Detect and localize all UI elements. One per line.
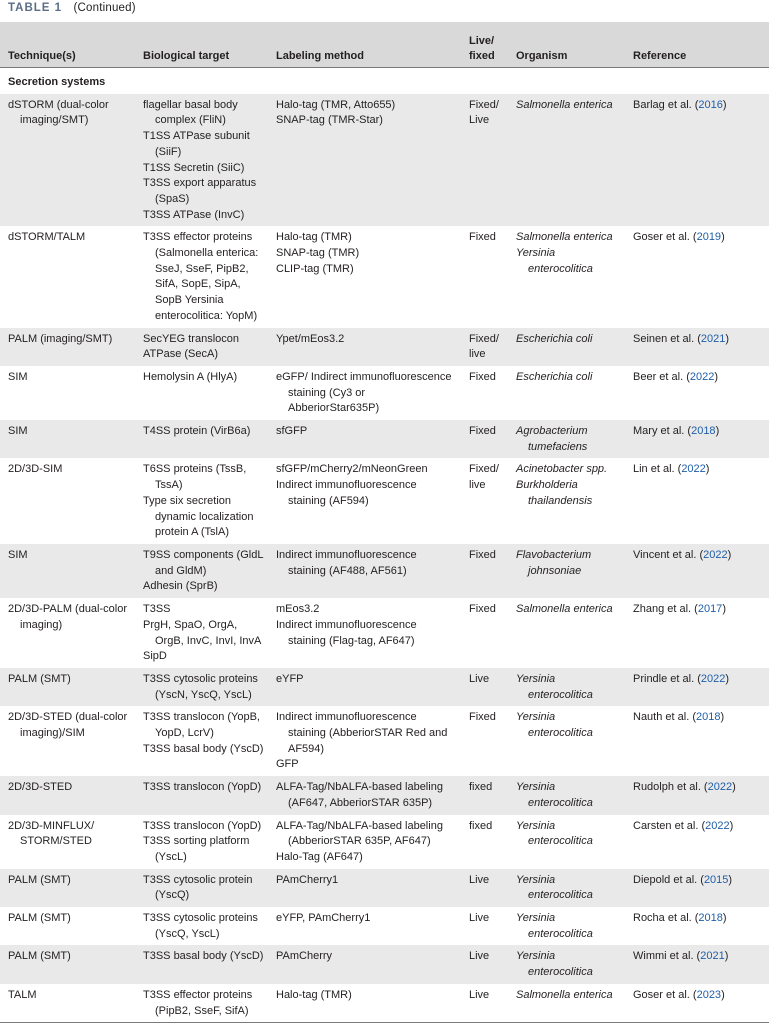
labeling-line: ALFA-Tag/NbALFA-based labeling (AbberiorSTAR 635P, AF647) [276, 819, 443, 848]
cell-target [135, 984, 268, 1022]
cell-technique [0, 984, 135, 1022]
techniques-table [0, 22, 769, 1022]
table-row [0, 458, 769, 544]
live-line: Live [469, 988, 490, 1001]
cell-live [461, 706, 508, 776]
cell-organism [508, 706, 625, 776]
reference-author: Carsten et al. ( [633, 819, 706, 832]
cell-reference [625, 869, 769, 907]
reference-close: ) [725, 672, 730, 685]
labeling-line: Halo-tag (TMR, Atto655) [276, 98, 396, 111]
organism-line: Escherichia coli [516, 332, 593, 345]
technique-line: 2D/3D-MINFLUX/ STORM/STED [8, 819, 95, 848]
reference-year-link[interactable]: 2022 [681, 463, 706, 476]
cell-labeling [268, 458, 461, 544]
reference-close: ) [714, 370, 719, 383]
cell-reference [625, 328, 769, 366]
reference-author: Lin et al. ( [633, 463, 682, 476]
labeling-line: Indirect immunofluorescence staining (AbberiorSTAR Red and AF594) [276, 711, 448, 755]
reference-year-link[interactable]: 2022 [700, 672, 726, 685]
cell-technique [0, 598, 135, 668]
cell-technique [0, 776, 135, 814]
organism-line: Yersinia enterocolitica [516, 247, 593, 275]
header-biological-target: Biological target [135, 22, 268, 68]
cell-target [135, 815, 268, 869]
table-row [0, 945, 769, 983]
reference-year-link[interactable]: 2021 [700, 950, 725, 963]
cell-organism [508, 226, 625, 327]
cell-live [461, 420, 508, 458]
cell-target [135, 328, 268, 366]
organism-line: Flavobacterium johnsoniae [516, 548, 592, 577]
technique-line: PALM (SMT) [8, 672, 71, 685]
cell-organism [508, 945, 625, 983]
technique-line: PALM (SMT) [8, 873, 71, 886]
reference-author: Rocha et al. ( [633, 912, 699, 925]
cell-labeling [268, 226, 461, 327]
table-row [0, 226, 769, 327]
cell-technique [0, 366, 135, 420]
reference-year-link[interactable]: 2021 [700, 332, 726, 345]
technique-line: PALM (SMT) [8, 950, 71, 963]
target-line: SipD [143, 650, 167, 663]
header-organism: Organism [508, 22, 625, 68]
cell-reference [625, 984, 769, 1022]
reference-close: ) [715, 425, 720, 438]
target-line: T3SS basal body (YscD) [143, 742, 264, 755]
labeling-line: ALFA-Tag/NbALFA-based labeling (AF647, AbberiorSTAR 635P) [276, 781, 443, 809]
live-line: fixed [469, 781, 493, 794]
cell-live [461, 668, 508, 706]
cell-live [461, 94, 508, 227]
table-row [0, 668, 769, 706]
cell-labeling [268, 984, 461, 1022]
cell-technique [0, 458, 135, 544]
cell-live [461, 907, 508, 945]
target-line: T3SS effector proteins (PipB2, SseF, SifA) [143, 988, 253, 1017]
table-row [0, 776, 769, 814]
cell-target [135, 706, 268, 776]
technique-line: 2D/3D-STED (dual-color imaging)/SIM [8, 711, 128, 740]
cell-reference [625, 598, 769, 668]
reference-author: Vincent et al. ( [633, 548, 704, 561]
reference-close: ) [728, 873, 733, 886]
labeling-line: Indirect immunofluorescence staining (Flag-tag, AF647) [276, 618, 417, 647]
cell-live [461, 776, 508, 814]
reference-year-link[interactable]: 2018 [695, 711, 721, 724]
target-line: T3SS cytosolic proteins (YscQ, YscL) [143, 912, 258, 940]
labeling-line: PAmCherry [276, 950, 333, 963]
cell-technique [0, 328, 135, 366]
reference-year-link[interactable]: 2022 [705, 819, 730, 832]
organism-line: Salmonella enterica [516, 988, 613, 1001]
cell-reference [625, 226, 769, 327]
reference-author: Goser et al. ( [633, 988, 697, 1001]
cell-target [135, 94, 268, 227]
reference-year-link[interactable]: 2022 [689, 370, 715, 383]
organism-line: Yersinia enterocolitica [516, 819, 593, 848]
live-line: Fixed/ [469, 463, 499, 476]
reference-author: Goser et al. ( [633, 231, 697, 244]
cell-reference [625, 776, 769, 814]
target-line: T1SS Secretin (SiiC) [143, 161, 245, 174]
table-row [0, 706, 769, 776]
technique-line: 2D/3D-PALM (dual-color imaging) [8, 603, 128, 631]
organism-line: Yersinia enterocolitica [516, 672, 593, 701]
technique-line: dSTORM/TALM [8, 231, 86, 244]
reference-close: ) [705, 463, 710, 476]
reference-close: ) [732, 781, 736, 794]
cell-target [135, 907, 268, 945]
live-line: Fixed [469, 231, 496, 244]
cell-live [461, 544, 508, 598]
organism-line: Yersinia enterocolitica [516, 711, 593, 740]
reference-close: ) [724, 950, 729, 963]
cell-target [135, 544, 268, 598]
organism-line: Yersinia enterocolitica [516, 873, 593, 902]
target-line: T3SS translocon (YopD) [143, 781, 262, 794]
technique-line: PALM (SMT) [8, 912, 71, 925]
reference-close: ) [729, 819, 734, 832]
cell-technique [0, 94, 135, 227]
cell-labeling [268, 544, 461, 598]
target-line: SecYEG translocon [143, 332, 239, 345]
target-line: T3SS sorting platform (YscL) [143, 835, 250, 863]
table-row [0, 598, 769, 668]
cell-technique [0, 420, 135, 458]
live-line: Live [469, 912, 490, 925]
header-reference: Reference [625, 22, 769, 68]
target-line: T3SS ATPase (InvC) [143, 208, 245, 221]
reference-year-link[interactable]: 2023 [696, 988, 722, 1001]
technique-line: 2D/3D-STED [8, 781, 73, 794]
cell-organism [508, 94, 625, 227]
live-line: Live [469, 114, 490, 127]
target-line: flagellar basal body complex (FliN) [143, 98, 238, 127]
cell-labeling [268, 420, 461, 458]
cell-live [461, 366, 508, 420]
table-caption [8, 2, 136, 14]
cell-labeling [268, 945, 461, 983]
cell-organism [508, 366, 625, 420]
cell-organism [508, 907, 625, 945]
table-header-row [0, 22, 769, 68]
header-live-fixed: Live/ fixed [461, 22, 508, 68]
cell-technique [0, 945, 135, 983]
live-line: live [469, 479, 486, 492]
cell-live [461, 328, 508, 366]
table-row [0, 420, 769, 458]
table-row [0, 907, 769, 945]
reference-year-link[interactable]: 2016 [698, 98, 723, 111]
cell-organism [508, 420, 625, 458]
labeling-line: eYFP, PAmCherry1 [276, 912, 371, 925]
table-row [0, 94, 769, 227]
live-line: Fixed/ [469, 98, 499, 111]
reference-author: Mary et al. ( [633, 425, 692, 438]
labeling-line: Indirect immunofluorescence staining (AF594) [276, 479, 417, 507]
cell-reference [625, 815, 769, 869]
cell-technique [0, 668, 135, 706]
table-row [0, 366, 769, 420]
cell-organism [508, 598, 625, 668]
cell-organism [508, 668, 625, 706]
cell-target [135, 226, 268, 327]
reference-close: ) [722, 603, 726, 616]
live-line: fixed [469, 819, 493, 832]
cell-live [461, 598, 508, 668]
reference-year-link[interactable]: 2022 [703, 548, 728, 561]
target-line: T4SS protein (VirB6a) [143, 425, 251, 438]
labeling-line: sfGFP [276, 425, 308, 438]
target-line: T3SS effector proteins (Salmonella enterica: SseJ, SseF, PipB2, SifA, SopE, SipA, SopB Yersinia enterocolitica: YopM) [143, 231, 259, 322]
live-line: Live [469, 950, 490, 963]
table-row [0, 815, 769, 869]
labeling-line: eYFP [276, 672, 304, 685]
target-line: T6SS proteins (TssB, TssA) [143, 463, 247, 492]
reference-year-link[interactable]: 2022 [707, 781, 733, 794]
cell-organism [508, 815, 625, 869]
reference-author: Diepold et al. ( [633, 873, 704, 886]
technique-line: SIM [8, 548, 28, 561]
target-line: Type six secretion dynamic localization protein A (TslA) [143, 494, 254, 539]
reference-author: Wimmi et al. ( [633, 950, 701, 963]
target-line: T3SS export apparatus (SpaS) [143, 177, 257, 205]
cell-reference [625, 668, 769, 706]
organism-line: Yersinia enterocolitica [516, 912, 593, 940]
labeling-line: Halo-Tag (AF647) [276, 850, 363, 863]
cell-live [461, 984, 508, 1022]
organism-line: Salmonella enterica [516, 231, 613, 244]
target-line: ATPase (SecA) [143, 348, 218, 361]
reference-close: ) [725, 332, 730, 345]
section-title: Secretion systems [0, 68, 769, 94]
cell-target [135, 869, 268, 907]
organism-line: Escherichia coli [516, 370, 593, 383]
reference-author: Nauth et al. ( [633, 711, 696, 724]
technique-line: SIM [8, 425, 28, 438]
technique-line: SIM [8, 370, 28, 383]
reference-author: Seinen et al. ( [633, 332, 701, 345]
cell-labeling [268, 907, 461, 945]
cell-live [461, 945, 508, 983]
table-row [0, 984, 769, 1022]
target-line: Adhesin (SprB) [143, 580, 218, 593]
reference-year-link[interactable]: 2019 [696, 231, 722, 244]
cell-organism [508, 544, 625, 598]
organism-line: Salmonella enterica [516, 98, 613, 111]
cell-technique [0, 226, 135, 327]
live-line: Fixed [469, 425, 496, 438]
cell-technique [0, 815, 135, 869]
live-line: Fixed [469, 370, 496, 383]
labeling-line: CLIP-tag (TMR) [276, 262, 354, 275]
labeling-line: mEos3.2 [276, 603, 320, 616]
organism-line: Agrobacterium tumefaciens [516, 425, 588, 453]
organism-line: Acinetobacter spp. [516, 463, 608, 476]
target-line: T3SS cytosolic proteins (YscN, YscQ, YscL) [143, 672, 258, 701]
cell-reference [625, 945, 769, 983]
reference-close: ) [722, 98, 727, 111]
organism-line: Salmonella enterica [516, 603, 613, 616]
technique-line: dSTORM (dual-color imaging/SMT) [8, 98, 109, 127]
cell-labeling [268, 706, 461, 776]
target-line: T3SS translocon (YopD) [143, 819, 262, 832]
table-label: TABLE 1 [8, 2, 63, 14]
reference-close: ) [722, 912, 727, 925]
cell-technique [0, 869, 135, 907]
reference-close: ) [720, 711, 725, 724]
cell-labeling [268, 668, 461, 706]
target-line: T3SS translocon (YopB, YopD, LcrV) [143, 711, 260, 740]
cell-reference [625, 706, 769, 776]
labeling-line: eGFP/ Indirect immunofluorescence staining (Cy3 or AbberiorStar635P) [276, 370, 452, 415]
cell-technique [0, 706, 135, 776]
cell-reference [625, 907, 769, 945]
reference-author: Zhang et al. ( [633, 603, 698, 616]
cell-live [461, 458, 508, 544]
live-line: Fixed [469, 548, 496, 561]
labeling-line: PAmCherry1 [276, 873, 339, 886]
technique-line: TALM [8, 988, 37, 1001]
labeling-line: SNAP-tag (TMR) [276, 247, 360, 260]
cell-labeling [268, 366, 461, 420]
organism-line: Yersinia enterocolitica [516, 950, 593, 979]
target-line: T3SS cytosolic protein (YscQ) [143, 873, 253, 902]
reference-year-link[interactable]: 2015 [703, 873, 729, 886]
cell-target [135, 420, 268, 458]
labeling-line: Ypet/mEos3.2 [276, 332, 345, 345]
reference-author: Barlag et al. ( [633, 98, 699, 111]
cell-reference [625, 420, 769, 458]
reference-close: ) [727, 548, 732, 561]
target-line: T3SS [143, 603, 171, 616]
cell-organism [508, 776, 625, 814]
reference-author: Prindle et al. ( [633, 672, 701, 685]
cell-technique [0, 907, 135, 945]
cell-target [135, 366, 268, 420]
cell-reference [625, 544, 769, 598]
table-row [0, 544, 769, 598]
labeling-line: Halo-tag (TMR) [276, 988, 352, 1001]
reference-year-link[interactable]: 2018 [698, 912, 723, 925]
labeling-line: Halo-tag (TMR) [276, 231, 352, 244]
cell-target [135, 598, 268, 668]
labeling-line: sfGFP/mCherry2/mNeonGreen [276, 463, 428, 476]
live-line: Live [469, 672, 490, 685]
cell-live [461, 815, 508, 869]
cell-organism [508, 328, 625, 366]
target-line: Hemolysin A (HlyA) [143, 370, 238, 383]
cell-reference [625, 458, 769, 544]
header-technique: Technique(s) [0, 22, 135, 68]
cell-live [461, 226, 508, 327]
labeling-line: SNAP-tag (TMR-Star) [276, 114, 383, 127]
table-continued-note: (Continued) [73, 2, 136, 14]
table-row [0, 869, 769, 907]
header-labeling-method: Labeling method [268, 22, 461, 68]
live-line: Fixed [469, 603, 496, 616]
target-line: T1SS ATPase subunit (SiiF) [143, 130, 250, 158]
technique-line: PALM (imaging/SMT) [8, 332, 113, 345]
cell-target [135, 458, 268, 544]
cell-target [135, 668, 268, 706]
cell-labeling [268, 94, 461, 227]
cell-labeling [268, 776, 461, 814]
table-row [0, 328, 769, 366]
live-line: live [469, 348, 486, 361]
labeling-line: Indirect immunofluorescence staining (AF488, AF561) [276, 548, 417, 577]
live-line: Fixed [469, 711, 496, 724]
reference-author: Rudolph et al. ( [633, 781, 708, 794]
cell-organism [508, 458, 625, 544]
reference-close: ) [721, 231, 725, 244]
organism-line: Yersinia enterocolitica [516, 781, 593, 809]
cell-organism [508, 984, 625, 1022]
organism-line: Burkholderia thailandensis [516, 479, 593, 507]
cell-organism [508, 869, 625, 907]
live-line: Fixed/ [469, 332, 499, 345]
cell-reference [625, 366, 769, 420]
live-line: Live [469, 873, 490, 886]
cell-labeling [268, 328, 461, 366]
cell-live [461, 869, 508, 907]
reference-author: Beer et al. ( [633, 370, 690, 383]
cell-reference [625, 94, 769, 227]
cell-technique [0, 544, 135, 598]
reference-year-link[interactable]: 2018 [691, 425, 716, 438]
cell-labeling [268, 815, 461, 869]
target-line: PrgH, SpaO, OrgA, OrgB, InvC, InvI, InvA [143, 618, 262, 647]
target-line: T3SS basal body (YscD) [143, 950, 264, 963]
reference-year-link[interactable]: 2017 [697, 603, 723, 616]
section-row [0, 68, 769, 94]
target-line: T9SS components (GldL and GldM) [143, 548, 264, 577]
cell-labeling [268, 869, 461, 907]
cell-target [135, 776, 268, 814]
cell-target [135, 945, 268, 983]
technique-line: 2D/3D-SIM [8, 463, 63, 476]
reference-close: ) [721, 988, 725, 1001]
labeling-line: GFP [276, 758, 299, 771]
cell-labeling [268, 598, 461, 668]
